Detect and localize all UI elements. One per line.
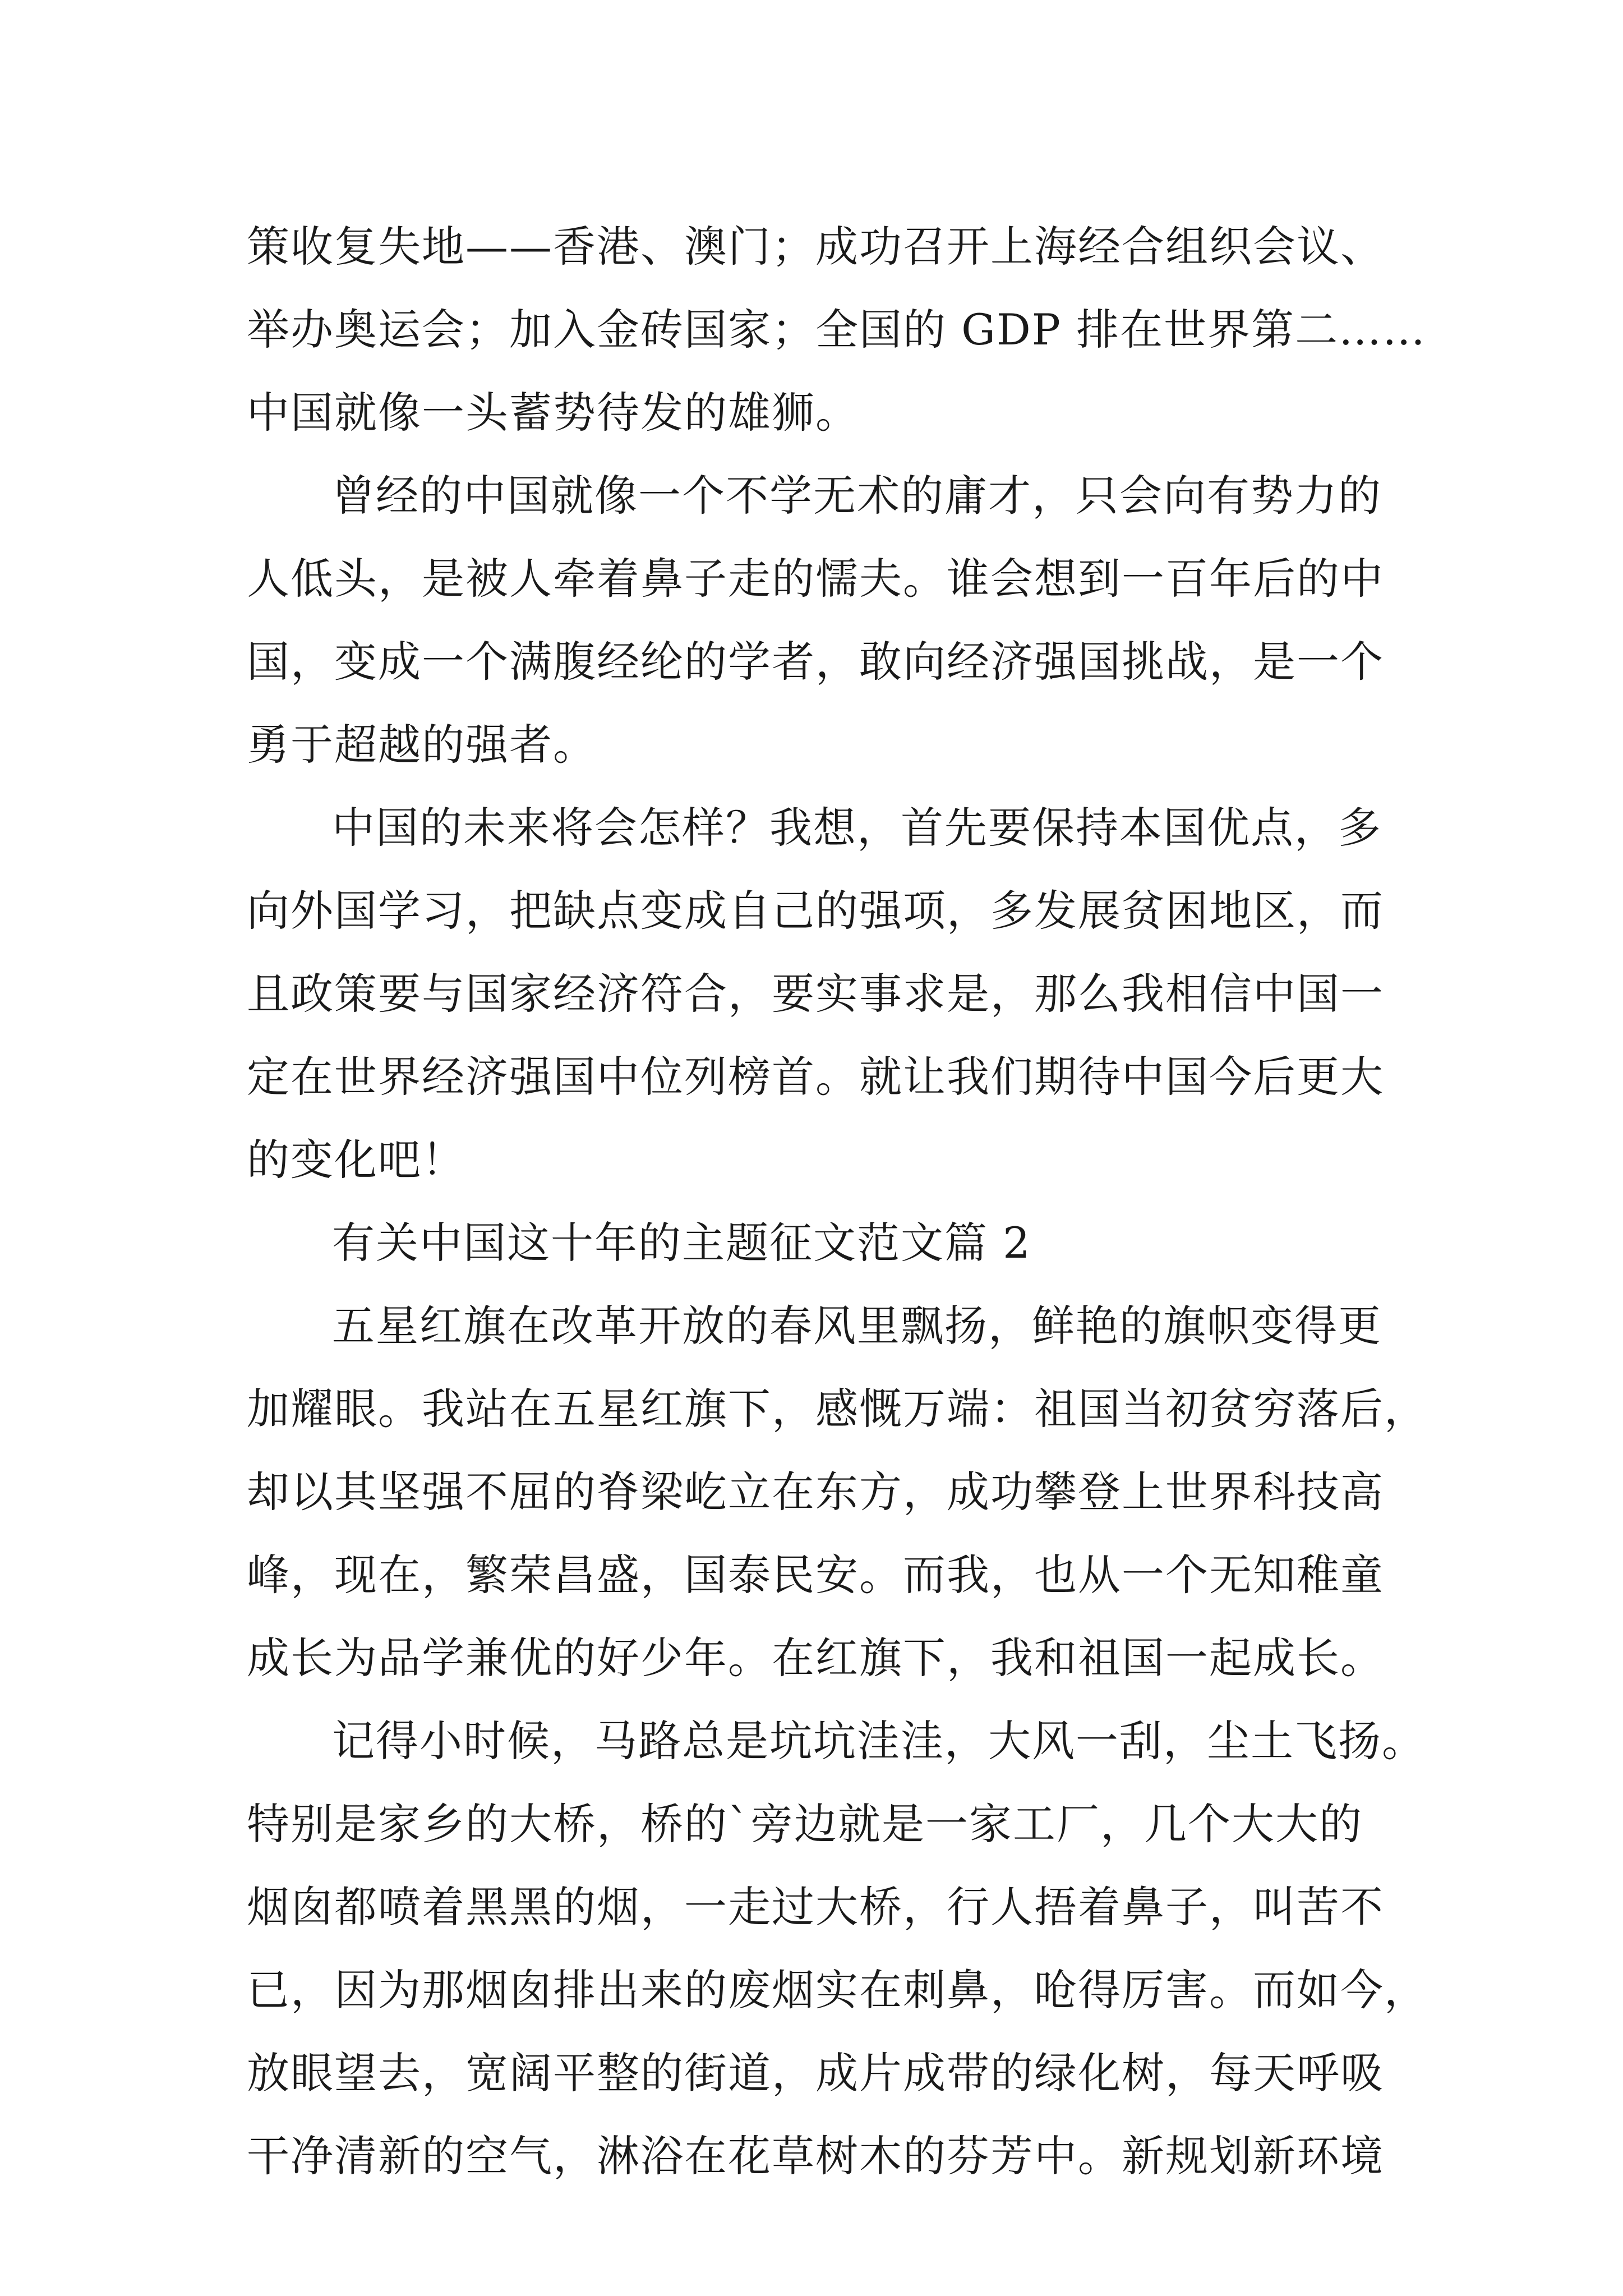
text-line: 向外国学习，把缺点变成自己的强项，多发展贫困地区，而	[247, 886, 1384, 936]
text-line: 举办奥运会；加入金砖国家；全国的 GDP 排在世界第二……	[247, 305, 1427, 355]
text-line: 勇于超越的强者。	[247, 720, 597, 770]
text-line: 特别是家乡的大桥，桥的`旁边就是一家工厂，几个大大的	[247, 1799, 1363, 1849]
text-line: 加耀眼。我站在五星红旗下，感慨万端：祖国当初贫穷落后，	[247, 1384, 1428, 1434]
text-line: 成长为品学兼优的好少年。在红旗下，我和祖国一起成长。	[247, 1633, 1384, 1683]
text-line: 峰，现在，繁荣昌盛，国泰民安。而我，也从一个无知稚童	[247, 1550, 1384, 1600]
text-line: 烟囱都喷着黑黑的烟，一走过大桥，行人捂着鼻子，叫苦不	[247, 1882, 1384, 1932]
text-line: 定在世界经济强国中位列榜首。就让我们期待中国今后更大	[247, 1052, 1384, 1102]
text-line: 放眼望去，宽阔平整的街道，成片成带的绿化树，每天呼吸	[247, 2048, 1384, 2098]
text-line: 干净清新的空气，淋浴在花草树木的芬芳中。新规划新环境	[247, 2131, 1384, 2181]
text-line: 策收复失地——香港、澳门；成功召开上海经合组织会议、	[247, 222, 1384, 272]
text-line: 曾经的中国就像一个不学无术的庸才，只会向有势力的	[332, 471, 1382, 521]
text-line: 已，因为那烟囱排出来的废烟实在刺鼻，呛得厉害。而如今，	[247, 1965, 1428, 2015]
text-line: 国，变成一个满腹经纶的学者，敢向经济强国挑战，是一个	[247, 637, 1384, 687]
section-heading: 有关中国这十年的主题征文范文篇 2	[332, 1218, 1031, 1268]
text-line: 中国就像一头蓄势待发的雄狮。	[247, 388, 859, 438]
text-line: 的变化吧！	[247, 1135, 465, 1185]
body-text	[247, 205, 1428, 2198]
text-line: 人低头，是被人牵着鼻子走的懦夫。谁会想到一百年后的中	[247, 554, 1384, 604]
text-line: 记得小时候，马路总是坑坑洼洼，大风一刮，尘土飞扬。	[332, 1716, 1426, 1766]
text-line: 五星红旗在改革开放的春风里飘扬，鲜艳的旗帜变得更	[332, 1301, 1382, 1351]
text-line: 却以其坚强不屈的脊梁屹立在东方，成功攀登上世界科技高	[247, 1467, 1384, 1517]
text-line: 中国的未来将会怎样？我想，首先要保持本国优点，多	[332, 803, 1382, 853]
text-line: 且政策要与国家经济符合，要实事求是，那么我相信中国一	[247, 969, 1384, 1019]
